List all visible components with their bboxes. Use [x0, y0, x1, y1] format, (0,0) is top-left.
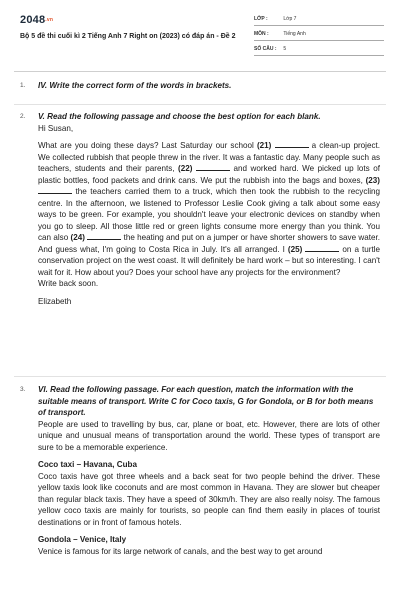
blank-number: (25) — [287, 244, 303, 254]
meta-label: SỐ CÂU : — [254, 46, 277, 52]
meta-underline — [254, 55, 384, 56]
passage-text: and worked hard. We picked up lots of plastic bottles, food packets and drink cans. We put the rubbish into the bags and boxes, — [38, 164, 380, 185]
meta-class — [254, 16, 384, 22]
question-1 — [38, 80, 380, 92]
answer-blank[interactable] — [275, 140, 309, 148]
question-number: 1. — [20, 82, 26, 89]
question-separator — [14, 376, 386, 377]
blank-number: (21) — [256, 141, 272, 150]
passage-text: a clean-up project. We collected rubbish that people threw in the river. It was a fantastic day. Many people such as teachers, students and their parents, — [38, 141, 380, 173]
question-heading: IV. Write the correct form of the words in brackets. — [38, 81, 232, 90]
letter-closing: Write back soon. — [38, 279, 99, 288]
meta-value: Lớp 7 — [283, 16, 297, 22]
passage-text: the teachers carried them to a truck, which then took the rubbish to the recycling centre. In the afternoon, we listened to Professor Leslie Cook giving a talk about some easy ways to be green. For example, you shouldn't leave your electronic devices on standby when you go to sleep. All those little red or green lights consume more energy than you think. You can also — [38, 187, 380, 242]
question-number: 2. — [20, 113, 26, 120]
letter-greeting: Hi Susan, — [38, 123, 74, 133]
header-divider — [14, 71, 386, 72]
passage-intro: People are used to travelling by bus, car, plane or boat, etc. However, there are lots of other unique and unusual means of transportation around the world. These types of transport are sure to be a memorable experience. — [38, 419, 380, 452]
answer-blank[interactable] — [305, 244, 339, 252]
page-header — [0, 0, 400, 68]
meta-label: MÔN : — [254, 31, 269, 37]
passage-text: What are you doing these days? Last Saturday our school — [38, 141, 257, 150]
question-2 — [38, 111, 380, 307]
answer-blank[interactable] — [87, 232, 121, 240]
meta-label: LỚP : — [254, 16, 268, 22]
logo-main: 2048 — [20, 14, 46, 26]
blank-number: (23) — [365, 175, 380, 185]
question-heading: VI. Read the following passage. For each question, match the information with the suitable means of transport. Write C for Coco taxis, G for Gondola, or B for both means of transport. — [38, 385, 374, 417]
meta-underline — [254, 40, 384, 41]
meta-subject — [254, 31, 384, 37]
question-heading: V. Read the following passage and choose the best option for each blank. — [38, 112, 321, 121]
document-title: Bộ 5 đề thi cuối kì 2 Tiếng Anh 7 Right on (2023) có đáp án - Đề 2 — [20, 33, 236, 40]
section-text-gondola: Venice is famous for its large network of canals, and the best way to get around — [38, 546, 323, 556]
question-3 — [38, 384, 380, 557]
answer-blank[interactable] — [38, 186, 72, 194]
meta-value: 5 — [283, 46, 287, 52]
section-text-coco-taxi: Coco taxis have got three wheels and a back seat for two people behind the driver. These yellow taxis look like coconuts and are most common in Havana. They are slower but cheaper than regular black taxis. They have a speed of 30km/h. They are also really noisy. The famous yellow coco taxis are mainly for tourists, so people can find them easily in places of tourist destinations or in front of famous hotels. — [38, 471, 380, 527]
meta-underline — [254, 25, 384, 26]
answer-blank[interactable] — [196, 163, 230, 171]
question-number: 3. — [20, 386, 26, 393]
section-title-coco-taxi: Coco taxi – Havana, Cuba — [38, 460, 137, 469]
question-separator — [14, 104, 386, 105]
passage-text: on a turtle conservation project on the west coast. It will definitely be hard work – but so interesting. I can't wait for it. How about you? Does your school have any projects for the environment? — [38, 244, 381, 277]
logo-suffix: .vn — [45, 17, 54, 24]
letter-body — [38, 140, 380, 278]
letter-signature: Elizabeth — [38, 296, 72, 306]
site-logo[interactable] — [20, 14, 53, 26]
section-title-gondola: Gondola – Venice, Italy — [38, 535, 127, 544]
meta-count — [254, 46, 384, 52]
meta-value: Tiếng Anh — [283, 31, 306, 37]
blank-number: (24) — [70, 233, 85, 242]
blank-number: (22) — [178, 164, 193, 173]
passage-text: the heating and put on a jumper or have shorter showers to save water. And guess what, I'm going to Costa Rica in July. It's all arranged. I — [38, 233, 380, 254]
